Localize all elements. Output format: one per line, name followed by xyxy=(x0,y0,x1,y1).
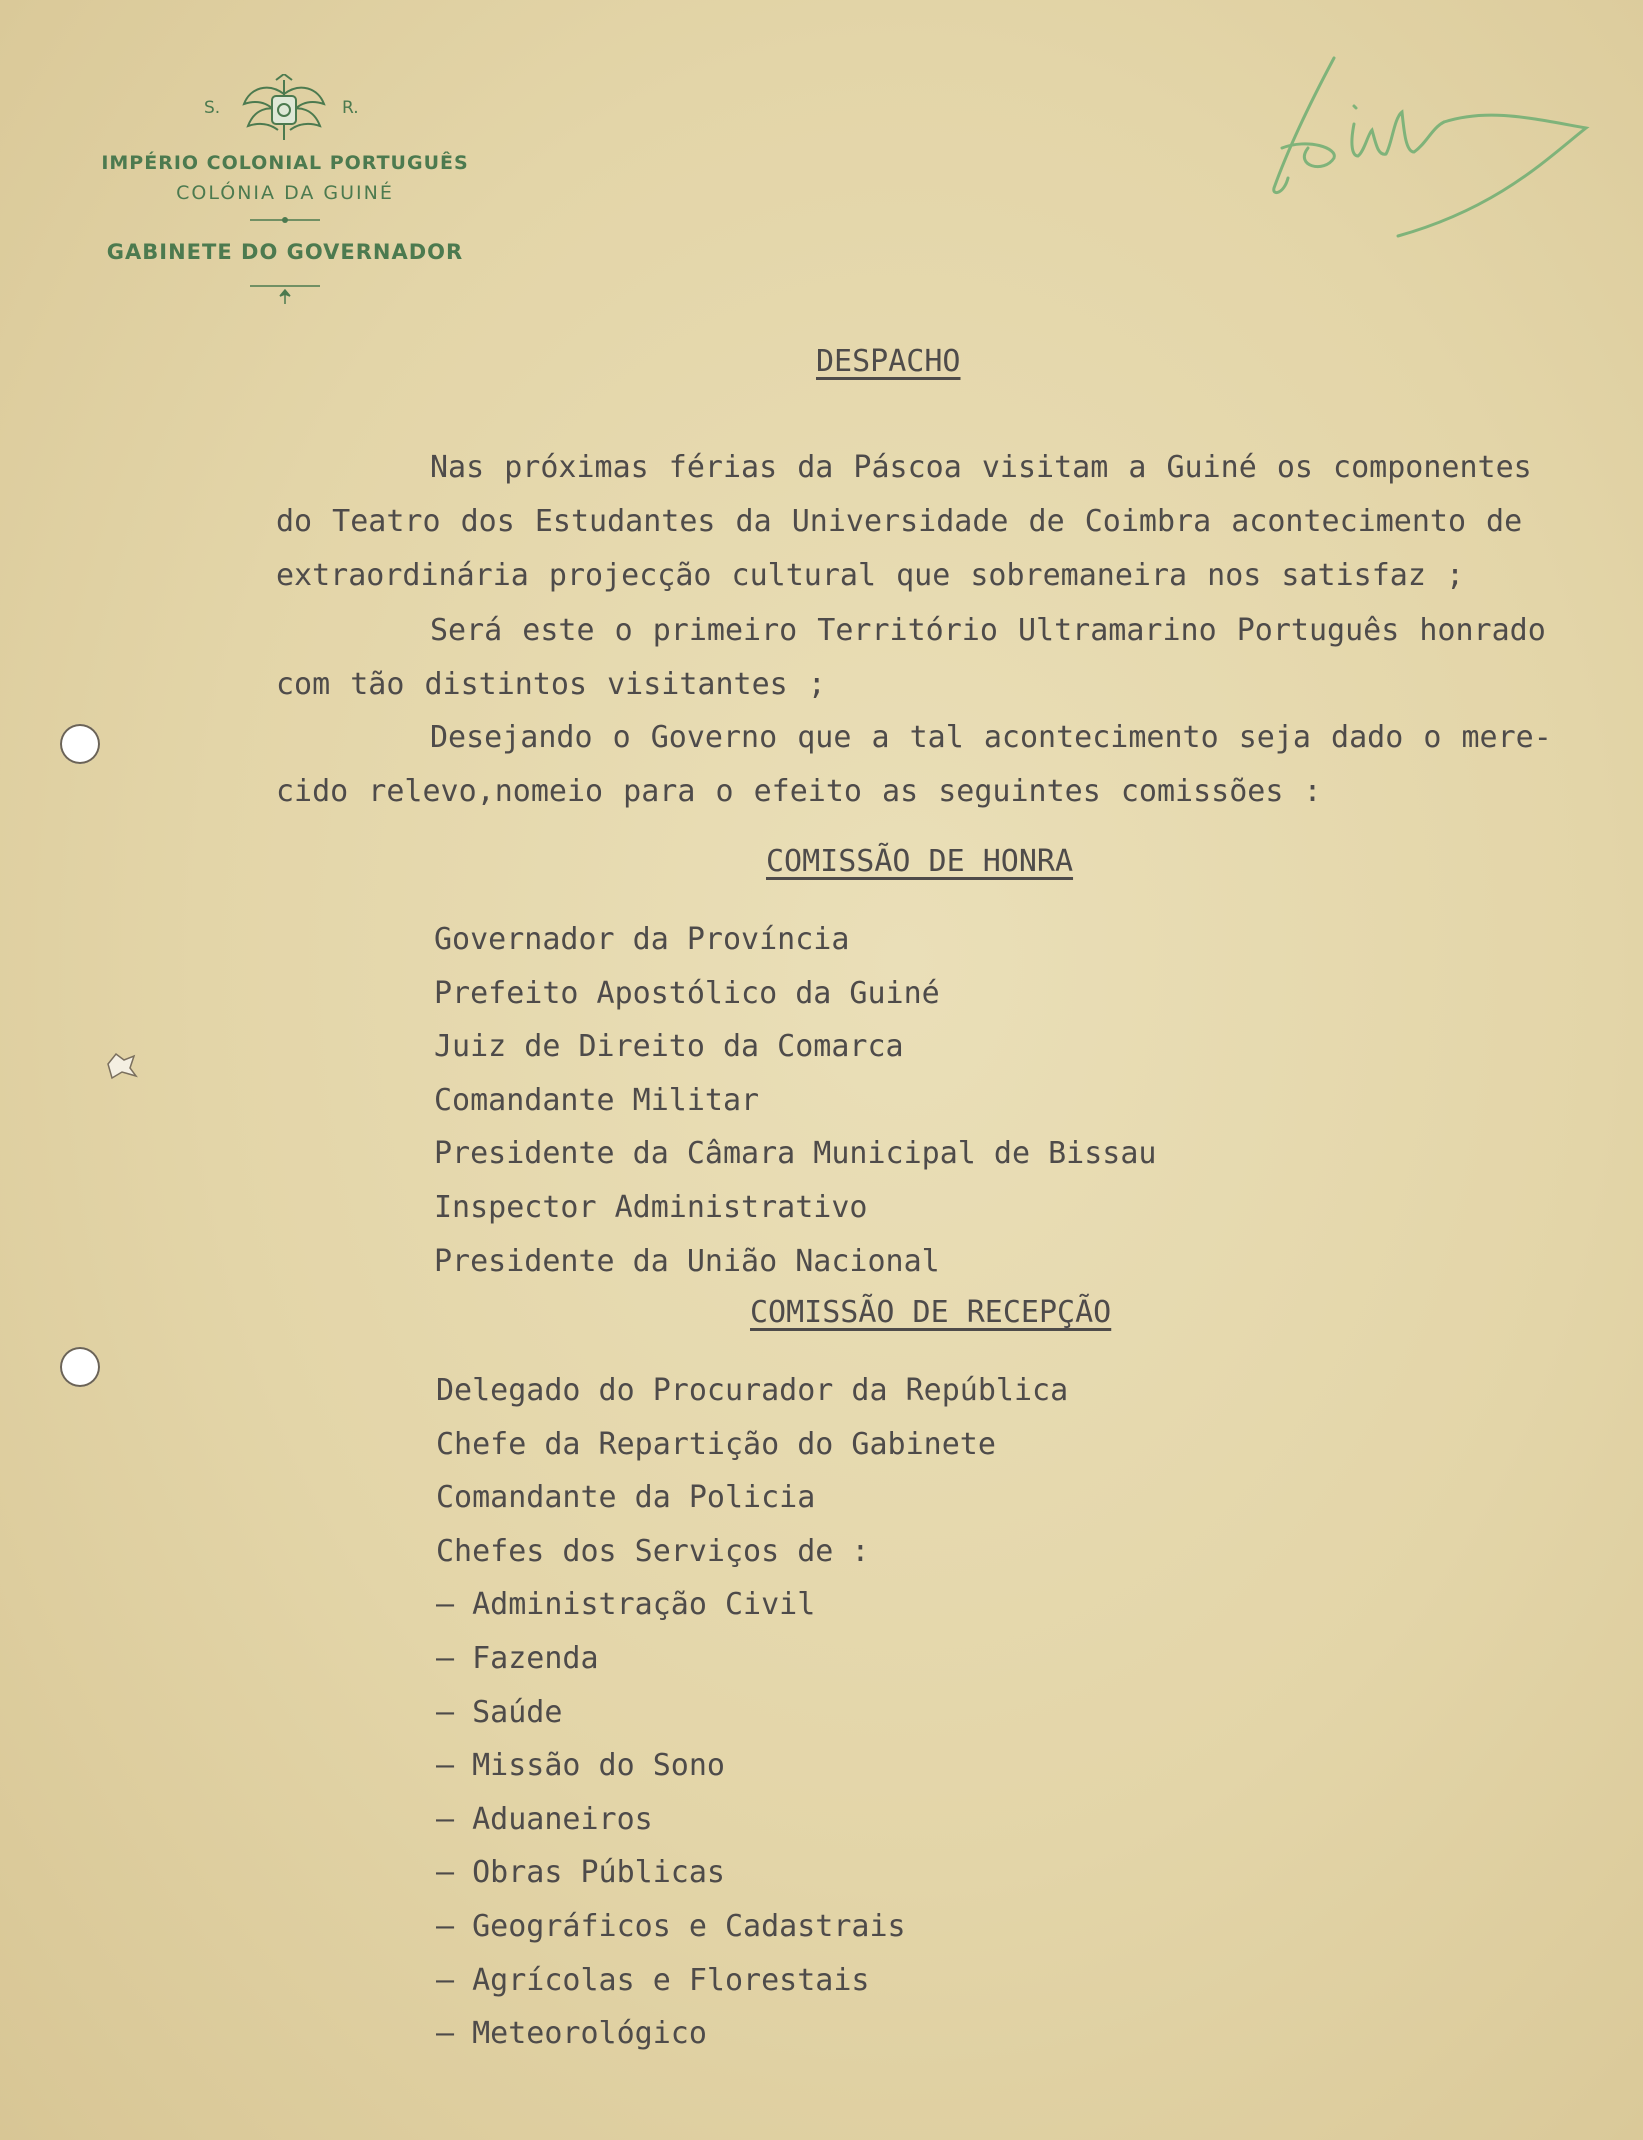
document-title: DESPACHO xyxy=(816,344,961,379)
torn-hole-icon xyxy=(104,1050,138,1080)
letterhead-cabinet: GABINETE DO GOVERNADOR xyxy=(106,240,464,264)
reception-committee-list xyxy=(436,1364,1068,2061)
coat-of-arms-icon xyxy=(238,74,330,146)
list-item: – Agrícolas e Florestais xyxy=(436,1962,870,1998)
list-item: Comandante da Policia xyxy=(436,1480,816,1516)
list-item: Juiz de Direito da Comarca xyxy=(434,1029,904,1065)
reception-committee-title: COMISSÃO DE RECEPÇÃO xyxy=(750,1295,1112,1330)
signature-handwritten xyxy=(1268,48,1598,248)
letterhead-initial-r: R. xyxy=(342,98,359,118)
punch-hole-bottom xyxy=(60,1347,100,1387)
list-item: – Missão do Sono xyxy=(436,1748,725,1784)
list-item: Inspector Administrativo xyxy=(434,1189,868,1225)
letterhead-empire: IMPÉRIO COLONIAL PORTUGUÊS xyxy=(101,152,469,174)
letterhead-ornament-icon xyxy=(250,282,320,306)
list-item: – Obras Públicas xyxy=(436,1855,725,1891)
list-item: Governador da Província xyxy=(434,922,850,957)
list-item: Chefe da Repartição do Gabinete xyxy=(436,1426,996,1462)
list-item: Comandante Militar xyxy=(434,1082,760,1118)
punch-hole-top xyxy=(60,724,100,764)
list-item: – Aduaneiros xyxy=(436,1801,653,1837)
list-item: Presidente da Câmara Municipal de Bissau xyxy=(434,1136,1157,1172)
honor-committee-list xyxy=(434,913,1156,1288)
paragraph-visit: Nas próximas férias da Páscoa visitam a Guiné os componentes do Teatro dos Estudantes da Universidade de Coimbra acontecimento de extraordinária projecção cultural que sobremaneira nos satisfaz ; xyxy=(276,450,1532,593)
letterhead-colony: COLÓNIA DA GUINÉ xyxy=(176,182,394,204)
letterhead-divider xyxy=(250,216,320,224)
letterhead-initial-s: S. xyxy=(204,98,221,118)
list-item: – Administração Civil xyxy=(436,1587,816,1623)
list-item: – Meteorológico xyxy=(436,2016,707,2052)
letterhead xyxy=(80,70,490,306)
paragraph-committees: Desejando o Governo que a tal acontecimento seja dado o mere- cido relevo,nomeio para o efeito as seguintes comissões : xyxy=(276,720,1552,809)
list-item: – Fazenda xyxy=(436,1640,599,1676)
list-item: Presidente da União Nacional xyxy=(434,1243,940,1279)
honor-committee-title: COMISSÃO DE HONRA xyxy=(766,844,1074,879)
paragraph-territory: Será este o primeiro Território Ultramarino Português honrado com tão distintos visitantes ; xyxy=(276,613,1546,702)
list-item: Chefes dos Serviços de : xyxy=(436,1533,870,1569)
list-item: Prefeito Apostólico da Guiné xyxy=(434,975,940,1011)
list-item: Delegado do Procurador da República xyxy=(436,1373,1069,1408)
list-item: – Saúde xyxy=(436,1694,563,1730)
list-item: – Geográficos e Cadastrais xyxy=(436,1908,906,1944)
